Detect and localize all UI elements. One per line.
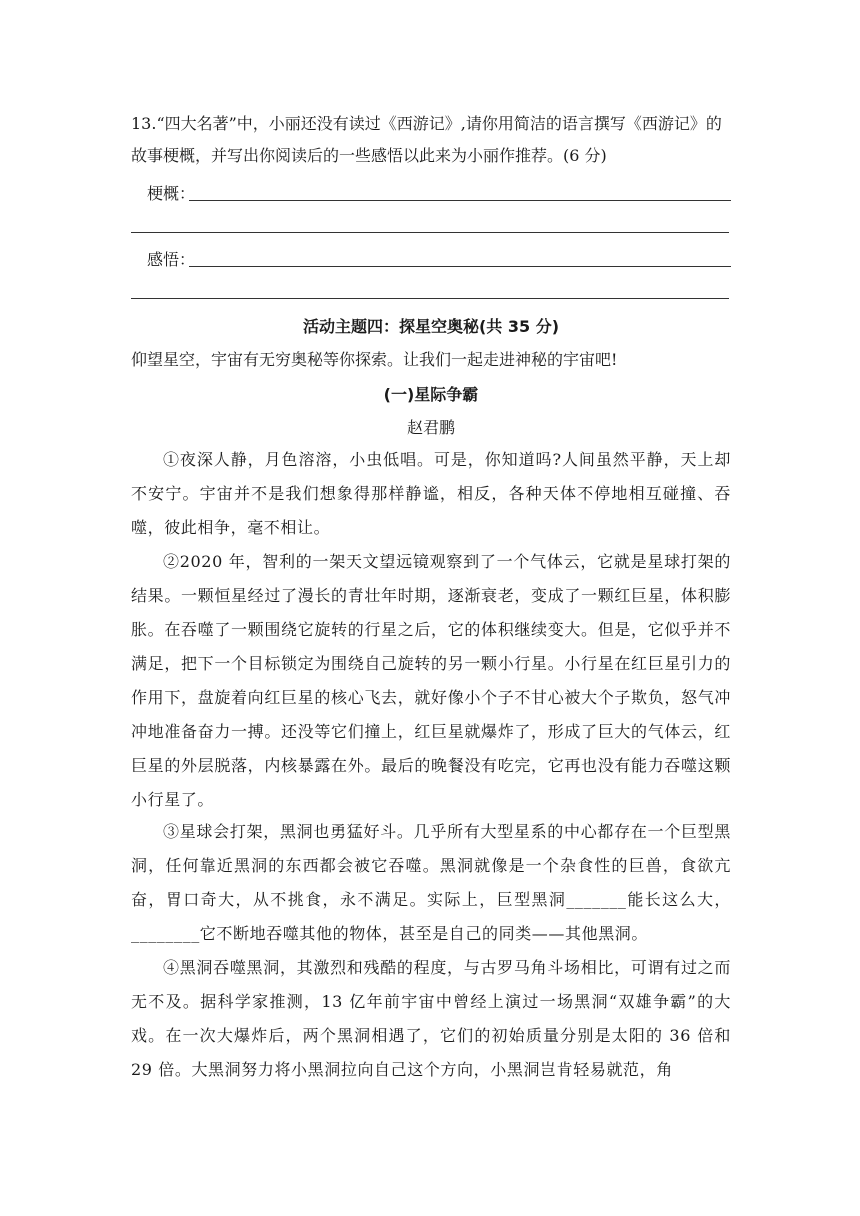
article-title: (一)星际争霸 (383, 385, 479, 404)
summary-label: 梗概： (147, 184, 196, 203)
article-paragraph-3: ③星球会打架，黑洞也勇猛好斗。几乎所有大型星系的中心都存在一个巨型黑洞，任何靠近黑洞的东西都会被它吞噬。黑洞就像是一个杂食性的巨兽，食欲亢奋，胃口奇大，从不挑食，永不满足。实际上，巨型黑洞_______能长这么大，________它不断地吞噬其他的物体，甚至是自己的同类——其他黑洞。 (131, 822, 731, 943)
insight-answer-line-2[interactable] (131, 298, 729, 299)
insight-answer-line[interactable] (189, 266, 731, 267)
section-intro: 仰望星空，宇宙有无穷奥秘等你探索。让我们一起走进神秘的宇宙吧! (131, 350, 618, 369)
insight-answer-row[interactable] (131, 247, 731, 267)
question-13-text: 13.“四大名著”中，小丽还没有读过《西游记》,请你用简洁的语言撰写《西游记》的故事梗概，并写出你阅读后的一些感悟以此来为小丽作推荐。(6 分) (131, 114, 722, 165)
summary-answer-line-2[interactable] (131, 232, 729, 233)
summary-answer-line[interactable] (189, 200, 731, 201)
question-13 (131, 108, 731, 172)
article-paragraph-1: ①夜深人静，月色溶溶，小虫低唱。可是，你知道吗?人间虽然平静，天上却不安宁。宇宙并不是我们想象得那样静谧，相反，各种天体不停地相互碰撞、吞噬，彼此相争，毫不相让。 (131, 450, 731, 537)
article-paragraph-2: ②2020 年，智利的一架天文望远镜观察到了一个气体云，它就是星球打架的结果。一颗恒星经过了漫长的青壮年时期，逐渐衰老，变成了一颗红巨星，体积膨胀。在吞噬了一颗围绕它旋转的行星之后，它的体积继续变大。但是，它似乎并不满足，把下一个目标锁定为围绕自己旋转的另一颗小行星。小行星在红巨星引力的作用下，盘旋着向红巨星的核心飞去，就好像小个子不甘心被大个子欺负，怒气冲冲地准备奋力一搏。还没等它们撞上，红巨星就爆炸了，形成了巨大的气体云，红巨星的外层脱落，内核暴露在外。最后的晚餐没有吃完，它再也没有能力吞噬这颗小行星了。 (131, 552, 731, 809)
summary-answer-row[interactable] (131, 181, 731, 201)
article-author: 赵君鹏 (406, 418, 455, 437)
article-paragraph-4: ④黑洞吞噬黑洞，其激烈和残酷的程度，与古罗马角斗场相比，可谓有过之而无不及。据科学家推测，13 亿年前宇宙中曾经上演过一场黑洞“双雄争霸”的大戏。在一次大爆炸后，两个黑洞相遇了，它们的初始质量分别是太阳的 36 倍和 29 倍。大黑洞努力将小黑洞拉向自己这个方向，小黑洞岂肯轻易就范，角 (131, 958, 731, 1079)
insight-label: 感悟： (147, 250, 196, 269)
section-title: 活动主题四：探星空奥秘(共 35 分) (302, 317, 560, 336)
